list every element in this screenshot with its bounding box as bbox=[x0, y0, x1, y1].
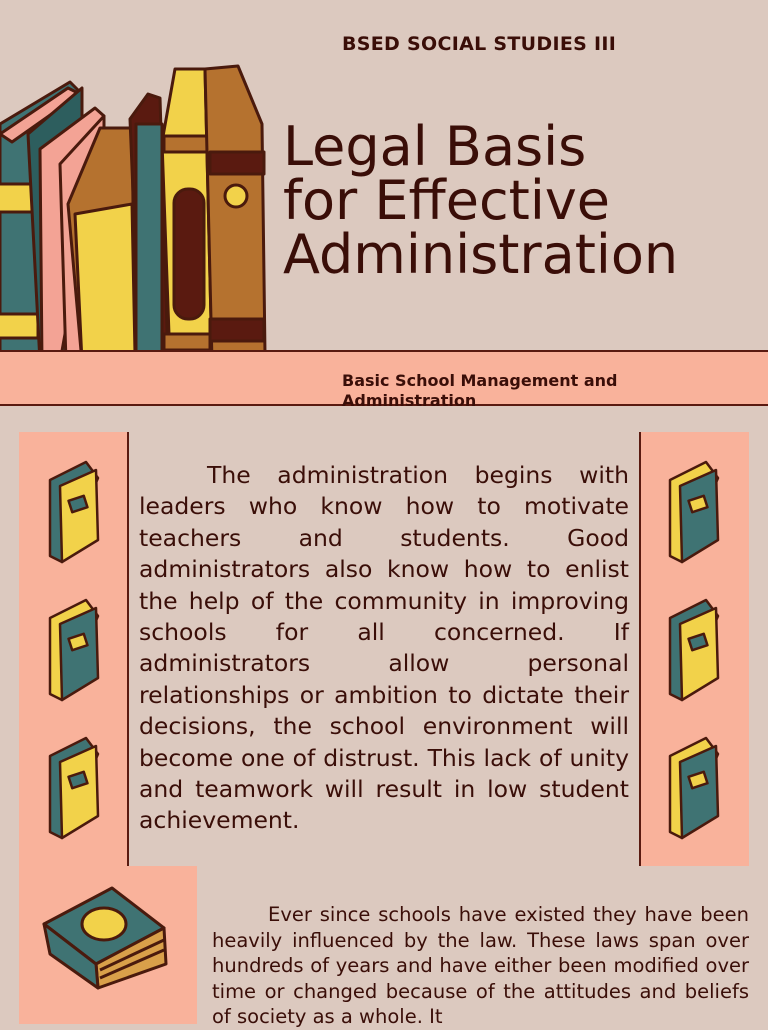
book-icon bbox=[46, 734, 102, 842]
course-label: BSED SOCIAL STUDIES III bbox=[342, 33, 617, 55]
book-icon bbox=[666, 596, 722, 704]
body-paragraph-2: Ever since schools have existed they have been heavily influenced by the law. These laws span over hundreds of years and have either been modified over time or changed because of the attitudes and beliefs of society as a whole. It bbox=[212, 903, 749, 1029]
book-icon bbox=[46, 596, 102, 704]
page-title: Legal Basis for Effective Administration bbox=[283, 115, 679, 286]
body-paragraph-1: The administration begins with leaders who know how to motivate teachers and students. Good administrators also know how to enlist the help of the community in improving schools for all concerned. If administrators allow personal relationships or ambition to dictate their decisions, the school environment will become one of distrust. This lack of unity and teamwork will result in low student achievement. bbox=[139, 461, 629, 835]
book-icon bbox=[666, 458, 722, 566]
book-icon bbox=[666, 734, 722, 842]
open-book-icon bbox=[40, 884, 170, 992]
books-stack-illustration bbox=[0, 64, 270, 364]
subtitle: Basic School Management and Administration bbox=[342, 371, 618, 410]
book-icon bbox=[46, 458, 102, 566]
